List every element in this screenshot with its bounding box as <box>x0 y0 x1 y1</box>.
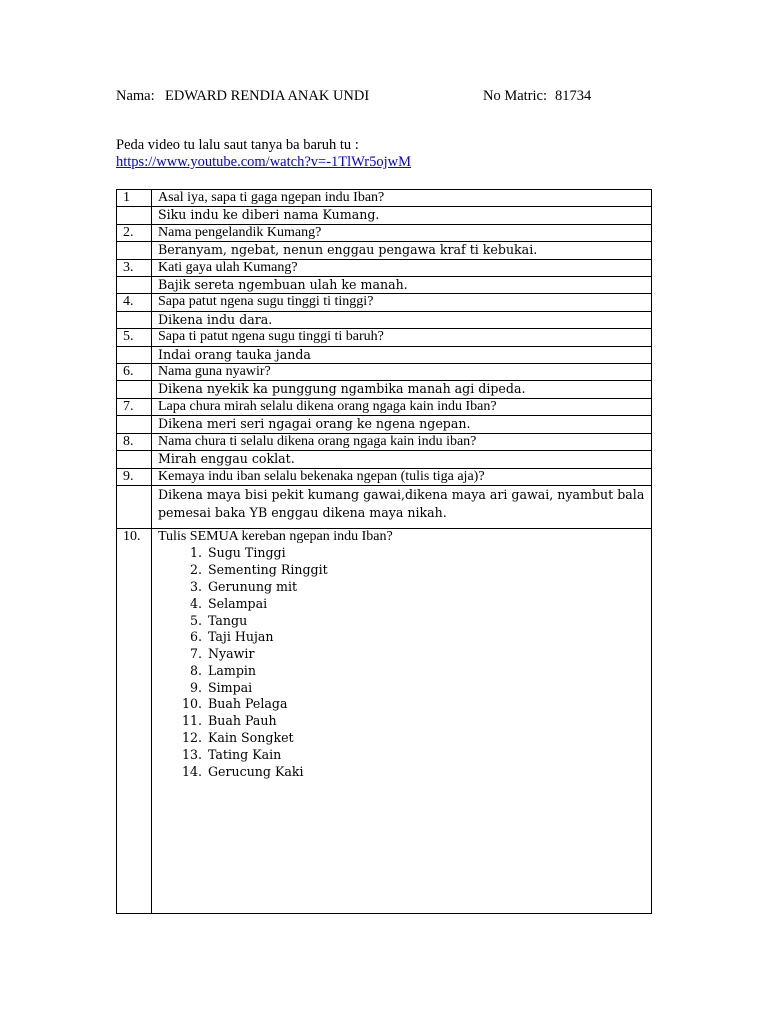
empty-number-cell <box>117 207 152 224</box>
question-row <box>117 433 652 450</box>
empty-number-cell <box>117 346 152 363</box>
question-text: Sapa ti patut ngena sugu tinggi ti baruh? <box>152 329 652 346</box>
question-text: Lapa chura mirah selalu dikena orang ngaga kain indu Iban? <box>152 398 652 415</box>
question-text: Nama guna nyawir? <box>152 364 652 381</box>
answer-row <box>117 485 652 528</box>
list-item: 5. Tangu <box>206 613 645 630</box>
youtube-link[interactable]: https://www.youtube.com/watch?v=-1TlWr5ojwM <box>116 154 411 170</box>
question-answer-table <box>116 189 652 914</box>
list-item: 12. Kain Songket <box>206 730 645 747</box>
matric-label: No Matric: <box>483 88 548 104</box>
list-item: 7. Nyawir <box>206 646 645 663</box>
list-item: 9. Simpai <box>206 680 645 697</box>
answer-row <box>117 311 652 328</box>
question-number: 7. <box>117 398 152 415</box>
question-number: 5. <box>117 329 152 346</box>
list-item: 2. Sementing Ringgit <box>206 562 645 579</box>
question-number: 4. <box>117 294 152 311</box>
list-item: 11. Buah Pauh <box>206 713 645 730</box>
question-row <box>117 364 652 381</box>
question-number: 9. <box>117 468 152 485</box>
question-text: Tulis SEMUA kereban ngepan indu Iban? <box>158 528 393 544</box>
question-text: Nama pengelandik Kumang? <box>152 224 652 241</box>
answer-text: Siku indu ke diberi nama Kumang. <box>152 207 652 224</box>
answer-text: Dikena maya bisi pekit kumang gawai,dikena maya ari gawai, nyambut bala pemesai baka YB enggau dikena maya nikah. <box>152 485 652 528</box>
student-name: EDWARD RENDIA ANAK UNDI <box>165 88 370 104</box>
empty-number-cell <box>117 416 152 433</box>
question-number: 8. <box>117 433 152 450</box>
question-row <box>117 294 652 311</box>
question-text: Kemaya indu iban selalu bekenaka ngepan (tulis tiga aja)? <box>152 468 652 485</box>
answer-text: Dikena meri seri ngagai orang ke ngena ngepan. <box>152 416 652 433</box>
question-row <box>117 190 652 207</box>
answer-text: Indai orang tauka janda <box>152 346 652 363</box>
question-number: 1 <box>117 190 152 207</box>
answer-text: Bajik sereta ngembuan ulah ke manah. <box>152 277 652 294</box>
question-10-cell <box>152 528 652 913</box>
empty-number-cell <box>117 485 152 528</box>
answer-text: Dikena indu dara. <box>152 311 652 328</box>
answer-row <box>117 207 652 224</box>
empty-number-cell <box>117 451 152 468</box>
list-item: 3. Gerunung mit <box>206 579 645 596</box>
answer-text: Mirah enggau coklat. <box>152 451 652 468</box>
name-label: Nama: <box>116 88 155 104</box>
question-text: Nama chura ti selalu dikena orang ngaga kain indu iban? <box>152 433 652 450</box>
answer-row <box>117 416 652 433</box>
matric-number: 81734 <box>555 88 592 104</box>
question-row <box>117 224 652 241</box>
empty-number-cell <box>117 381 152 398</box>
question-text: Sapa patut ngena sugu tinggi ti tinggi? <box>152 294 652 311</box>
question-row <box>117 259 652 276</box>
list-item: 1. Sugu Tinggi <box>206 545 645 562</box>
empty-number-cell <box>117 311 152 328</box>
list-item: 14. Gerucung Kaki <box>206 764 645 781</box>
answer-row <box>117 451 652 468</box>
equipment-list <box>158 545 645 780</box>
question-row <box>117 468 652 485</box>
answer-row <box>117 346 652 363</box>
question-number: 2. <box>117 224 152 241</box>
answer-text: Beranyam, ngebat, nenun enggau pengawa kraf ti kebukai. <box>152 242 652 259</box>
student-header <box>116 88 656 106</box>
question-row <box>117 329 652 346</box>
question-row-10 <box>117 528 652 913</box>
answer-row <box>117 242 652 259</box>
empty-number-cell <box>117 277 152 294</box>
empty-number-cell <box>117 242 152 259</box>
list-item: 13. Tating Kain <box>206 747 645 764</box>
instruction-text: Peda video tu lalu saut tanya ba baruh tu : <box>116 137 359 153</box>
answer-row <box>117 277 652 294</box>
list-item: 4. Selampai <box>206 596 645 613</box>
list-item: 8. Lampin <box>206 663 645 680</box>
list-item: 6. Taji Hujan <box>206 629 645 646</box>
question-number: 3. <box>117 259 152 276</box>
list-item: 10. Buah Pelaga <box>206 696 645 713</box>
answer-text: Dikena nyekik ka punggung ngambika manah agi dipeda. <box>152 381 652 398</box>
question-text: Asal iya, sapa ti gaga ngepan indu Iban? <box>152 190 652 207</box>
question-number: 6. <box>117 364 152 381</box>
question-number: 10. <box>117 528 152 913</box>
question-text: Kati gaya ulah Kumang? <box>152 259 652 276</box>
question-row <box>117 398 652 415</box>
answer-row <box>117 381 652 398</box>
